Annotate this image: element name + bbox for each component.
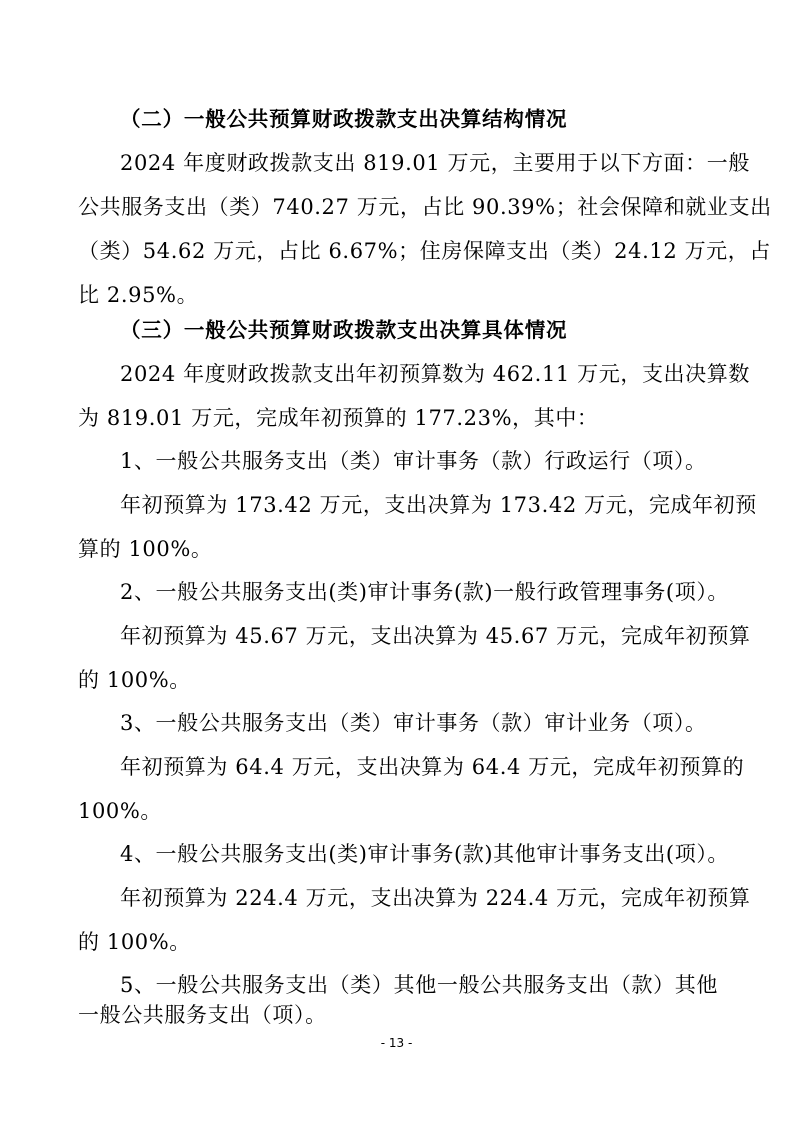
paragraph-line: 2024 年度财政拨款支出年初预算数为 462.11 万元，支出决算数	[120, 362, 750, 386]
item-body-line: 年初预算为 64.4 万元，支出决算为 64.4 万元，完成年初预算的	[120, 755, 745, 779]
section-heading-details: （三）一般公共预算财政拨款支出决算具体情况	[120, 318, 568, 342]
item-body-line: 的 100%。	[78, 930, 191, 954]
item-body-line: 的 100%。	[78, 668, 191, 692]
paragraph-line: 比 2.95%。	[78, 283, 199, 307]
item-body-line: 一般公共服务支出（项）。	[78, 1003, 327, 1027]
item-title: 2、一般公共服务支出(类)审计事务(款)一般行政管理事务(项）。	[120, 580, 730, 604]
item-body-line: 年初预算为 224.4 万元，支出决算为 224.4 万元，完成年初预算	[120, 886, 751, 910]
item-title: 3、一般公共服务支出（类）审计事务（款）审计业务（项）。	[120, 711, 707, 735]
section-heading-structure: （二）一般公共预算财政拨款支出决算结构情况	[120, 107, 568, 131]
item-body-line: 算的 100%。	[78, 537, 213, 561]
page-number: - 13 -	[380, 1036, 413, 1050]
item-title: 4、一般公共服务支出(类)审计事务(款)其他审计事务支出(项）。	[120, 842, 730, 866]
item-title: 5、一般公共服务支出（类）其他一般公共服务支出（款）其他	[120, 973, 718, 997]
paragraph-line: 为 819.01 万元，完成年初预算的 177.23%，其中：	[78, 406, 599, 430]
item-body-line: 年初预算为 45.67 万元，支出决算为 45.67 万元，完成年初预算	[120, 624, 751, 648]
item-title: 1、一般公共服务支出（类）审计事务（款）行政运行（项）。	[120, 449, 707, 473]
paragraph-line: 公共服务支出（类）740.27 万元，占比 90.39%；社会保障和就业支出	[78, 195, 772, 219]
item-body-line: 100%。	[78, 799, 163, 823]
paragraph-line: （类）54.62 万元，占比 6.67%；住房保障支出（类）24.12 万元，占	[78, 239, 771, 263]
item-body-line: 年初预算为 173.42 万元，支出决算为 173.42 万元，完成年初预	[120, 493, 757, 517]
paragraph-line: 2024 年度财政拨款支出 819.01 万元，主要用于以下方面：一般	[120, 151, 750, 175]
